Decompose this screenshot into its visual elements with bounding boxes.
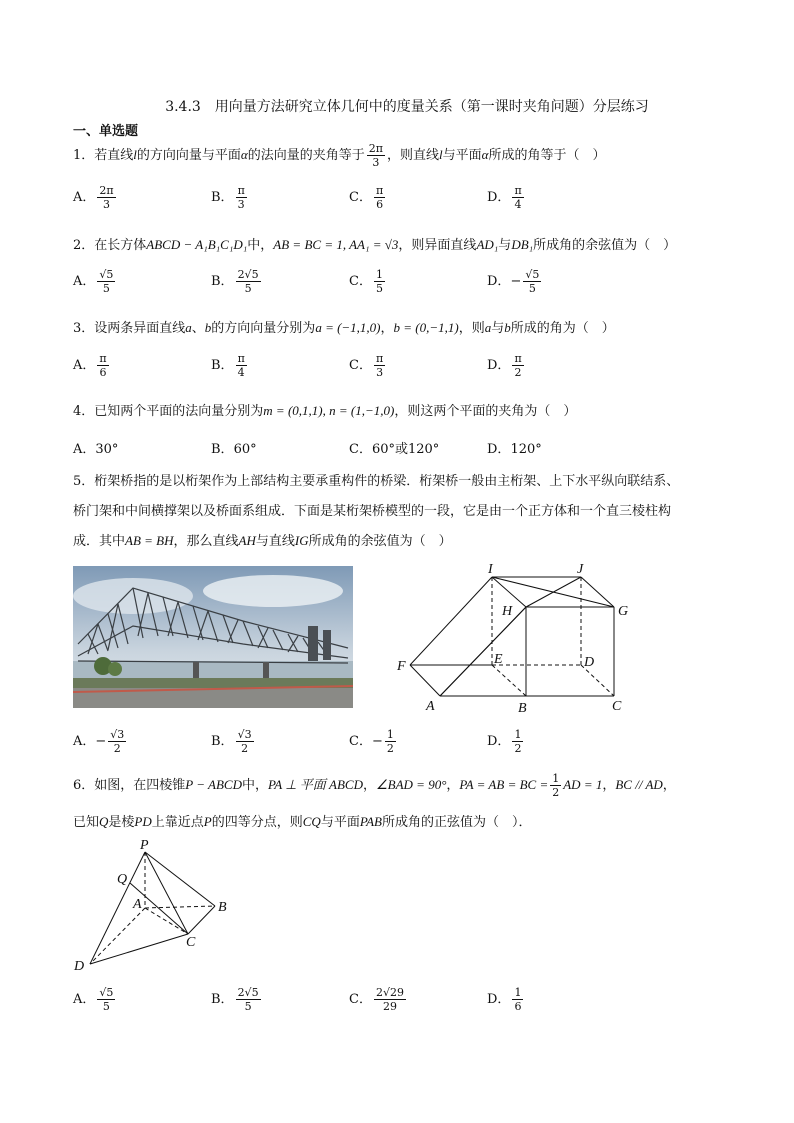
option-fraction xyxy=(374,986,406,1013)
q1-option-b[interactable] xyxy=(211,184,249,211)
q3-b2: b xyxy=(504,320,511,335)
question-5-line-2: 桥门架和中间横撑架以及桥面系组成．下面是某桁架桥模型的一段，它是由一个正方体和一个直三棱柱构 xyxy=(73,504,672,519)
option-fraction xyxy=(97,352,108,379)
q2-option-a[interactable] xyxy=(73,268,117,295)
q2-solid: ABCD − A₁B₁C₁D₁ xyxy=(146,237,248,252)
q6-pyramid: P − ABCD xyxy=(185,777,242,792)
option-value: 60° xyxy=(233,442,257,457)
question-4 xyxy=(73,400,576,419)
q3-comma: ， xyxy=(380,321,394,336)
q3-text: 3．设两条异面直线 xyxy=(73,321,186,336)
question-1 xyxy=(73,142,606,169)
q6-text-g: 与平面 xyxy=(320,815,360,830)
frac-den: 2 xyxy=(514,366,522,379)
q3-vector-b: b = (0,−1,1) xyxy=(393,320,459,335)
label-C: C xyxy=(612,699,622,714)
q4-text: 4．已知两个平面的法向量分别为 xyxy=(73,404,264,419)
frac-num: π xyxy=(375,184,384,197)
frac-num: 1 xyxy=(386,728,394,741)
q1-option-a[interactable] xyxy=(73,184,118,211)
label-A: A xyxy=(133,897,142,912)
frac-den: 29 xyxy=(382,1000,397,1013)
q6-text: 6．如图，在四棱锥 xyxy=(73,778,186,793)
option-label: B． xyxy=(211,734,234,749)
option-label: D． xyxy=(487,358,511,373)
option-label: C． xyxy=(349,190,372,205)
q6-PD: PD xyxy=(134,814,152,829)
q5-condition: AB = BH xyxy=(125,533,174,548)
q6-end: 所成角的正弦值为（ ）． xyxy=(381,815,532,830)
q2-condition: AB = BC = 1, AA₁ = √3 xyxy=(273,237,399,252)
option-label: A． xyxy=(73,190,96,205)
frac-num: 2√5 xyxy=(237,268,259,281)
frac-den: 3 xyxy=(237,198,245,211)
q6-PAB: PAB xyxy=(359,814,382,829)
frac-num: 2√5 xyxy=(237,986,259,999)
q2-line-2: DB₁ xyxy=(511,237,534,252)
question-3 xyxy=(73,317,615,336)
q6-perp: PA ⊥ 平面 ABCD xyxy=(267,777,363,792)
frac-den: 2 xyxy=(386,742,394,755)
label-D: D xyxy=(74,959,85,974)
frac-num: √5 xyxy=(525,268,540,281)
option-label: D． xyxy=(487,442,511,457)
option-label: B． xyxy=(211,190,234,205)
option-fraction xyxy=(512,728,523,755)
q6-angle: ∠BAD = 90° xyxy=(376,777,447,792)
frac-den: 5 xyxy=(375,282,383,295)
q1-text-f: 所成的角等于（ ） xyxy=(488,148,606,163)
q1-text-d: ，则直线 xyxy=(387,148,440,163)
option-fraction xyxy=(374,352,385,379)
q2-line-1: AD₁ xyxy=(476,237,499,252)
option-fraction xyxy=(374,268,385,295)
frac-num: π xyxy=(375,352,384,365)
q5-option-a[interactable] xyxy=(73,728,128,755)
q6-option-b[interactable] xyxy=(211,986,263,1013)
label-J: J xyxy=(577,562,584,577)
truss-bridge-photo xyxy=(73,566,353,708)
frac-num: π xyxy=(99,352,107,365)
q3-text-c: 与 xyxy=(491,321,505,336)
frac-den: 3 xyxy=(103,198,110,211)
q5-and: 与直线 xyxy=(255,534,295,549)
frac-num: π xyxy=(514,184,522,197)
option-label: C． xyxy=(349,442,372,457)
q3-option-d[interactable] xyxy=(487,352,526,379)
frac-num: 1 xyxy=(514,986,522,999)
q6-option-c[interactable] xyxy=(349,986,408,1013)
q1-alpha: α xyxy=(240,147,248,162)
q6-text-c: 已知 xyxy=(73,815,100,830)
q5-end: 所成角的余弦值为（ ） xyxy=(308,534,452,549)
option-label: C． xyxy=(349,358,372,373)
frac-num: √5 xyxy=(99,268,114,281)
label-G: G xyxy=(618,604,629,619)
q2-option-d[interactable] xyxy=(487,268,543,295)
frac-den: 5 xyxy=(244,282,252,295)
option-label: A． xyxy=(73,992,96,1007)
frac-den: 6 xyxy=(99,366,107,379)
q1-frac-num: 2π xyxy=(368,142,383,155)
frac-den: 2 xyxy=(552,786,560,799)
frac-num: √5 xyxy=(99,986,114,999)
option-sign: − xyxy=(95,734,107,749)
question-2 xyxy=(73,234,676,253)
q4-end: ，则这两个平面的夹角为（ ） xyxy=(394,404,577,419)
frac-den: 3 xyxy=(376,366,384,379)
q3-option-b[interactable] xyxy=(211,352,249,379)
q3-end: 所成的角为（ ） xyxy=(510,321,615,336)
option-sign: − xyxy=(510,274,522,289)
option-fraction xyxy=(512,986,523,1013)
frac-num: 1 xyxy=(375,268,383,281)
frac-den: 2 xyxy=(113,742,121,755)
q3-b: b xyxy=(204,320,212,335)
option-label: B． xyxy=(211,442,234,457)
frac-num: √3 xyxy=(237,728,252,741)
page-title: 3.4.3 用向量方法研究立体几何中的度量关系（第一课时夹角问题）分层练习 xyxy=(165,99,649,115)
q1-frac-den: 3 xyxy=(372,156,380,169)
question-5-line-1: 5．桁架桥指的是以桁架作为上部结构主要承重构件的桥梁．桁架桥一般由主桁架、上下水平纵向联结系、 xyxy=(73,474,680,489)
q6-comma: ， xyxy=(446,778,460,793)
q3-vector-a: a = (−1,1,0) xyxy=(315,320,381,335)
q2-text-b: ，则异面直线 xyxy=(398,238,477,253)
q1-text-e: 与平面 xyxy=(442,148,482,163)
q1-option-d[interactable] xyxy=(487,184,526,211)
q4-option-b[interactable] xyxy=(211,438,257,457)
option-fraction xyxy=(97,268,115,295)
frac-den: 5 xyxy=(528,282,536,295)
frac-den: 4 xyxy=(514,198,522,211)
q6-CQ: CQ xyxy=(302,814,321,829)
q6-text-f: 的四等分点，则 xyxy=(211,815,303,830)
label-D: D xyxy=(584,655,595,670)
frac-num: π xyxy=(237,184,245,197)
option-fraction xyxy=(97,184,115,211)
option-label: A． xyxy=(73,358,96,373)
label-Q: Q xyxy=(117,872,128,887)
q3-option-c[interactable] xyxy=(349,352,387,379)
option-label: D． xyxy=(487,992,511,1007)
q2-text: 2．在长方体 xyxy=(73,238,147,253)
label-B: B xyxy=(218,900,227,915)
section-heading: 一、单选题 xyxy=(73,124,139,139)
option-fraction xyxy=(108,728,126,755)
q2-option-b[interactable] xyxy=(211,268,263,295)
option-label: B． xyxy=(211,274,234,289)
frac-den: 5 xyxy=(102,282,110,295)
q1-angle-fraction xyxy=(367,142,385,169)
option-label: D． xyxy=(487,190,511,205)
q6-Q: Q xyxy=(99,814,109,829)
q4-vectors: m = (0,1,1), n = (1,−1,0) xyxy=(263,403,395,418)
option-fraction xyxy=(236,268,261,295)
q6-text-e: 上靠近点 xyxy=(151,815,204,830)
option-fraction xyxy=(523,268,541,295)
q2-and: 与 xyxy=(498,238,512,253)
option-fraction xyxy=(385,728,396,755)
option-value: 30° xyxy=(95,442,119,457)
question-6-line-1 xyxy=(73,772,676,799)
option-value: 120° xyxy=(510,442,542,457)
option-fraction xyxy=(236,184,247,211)
frac-den: 6 xyxy=(514,1000,522,1013)
option-fraction xyxy=(97,986,115,1013)
option-label: B． xyxy=(211,358,234,373)
frac-num: 2√29 xyxy=(375,986,404,999)
q3-text-b: ，则 xyxy=(458,321,485,336)
option-label: D． xyxy=(487,734,511,749)
q5-line-1: AH xyxy=(238,533,256,548)
option-fraction xyxy=(374,184,385,211)
option-fraction xyxy=(512,352,523,379)
q1-alpha2: α xyxy=(481,147,489,162)
q1-option-c[interactable] xyxy=(349,184,387,211)
q4-option-a[interactable] xyxy=(73,438,118,457)
option-label: A． xyxy=(73,442,96,457)
frac-num: π xyxy=(514,352,522,365)
q6-text-d: 是棱 xyxy=(108,815,135,830)
q6-comma: ， xyxy=(662,778,676,793)
label-I: I xyxy=(488,562,493,577)
frac-den: 2 xyxy=(514,742,522,755)
label-C: C xyxy=(186,935,196,950)
q1-text-b: 的方向向量与平面 xyxy=(136,148,241,163)
option-fraction xyxy=(236,352,247,379)
q3-mid: 的方向向量分别为 xyxy=(211,321,316,336)
frac-num: π xyxy=(237,352,245,365)
frac-num: 1 xyxy=(514,728,522,741)
label-E: E xyxy=(494,652,503,667)
label-A: A xyxy=(426,699,435,714)
frac-den: 6 xyxy=(376,198,384,211)
q5-option-d[interactable] xyxy=(487,728,525,755)
option-label: A． xyxy=(73,274,96,289)
option-label: C． xyxy=(349,992,372,1007)
q2-mid: 中， xyxy=(247,238,274,253)
q5-option-c[interactable] xyxy=(349,728,398,755)
q5-text-b: ，那么直线 xyxy=(173,534,239,549)
q6-half-fraction xyxy=(550,772,561,799)
q1-text: 1．若直线 xyxy=(73,148,134,163)
q6-comma: ， xyxy=(362,778,376,793)
question-5-line-3 xyxy=(73,530,452,549)
q3-a: a xyxy=(185,320,192,335)
frac-num: 2π xyxy=(99,184,114,197)
option-value: 60°或120° xyxy=(371,442,440,457)
frac-den: 2 xyxy=(241,742,249,755)
label-F: F xyxy=(397,659,406,674)
q6-eq-post: AD = 1 xyxy=(563,777,603,792)
q6-eq-pre: PA = AB = BC = xyxy=(459,777,549,792)
truss-diagram xyxy=(392,560,632,720)
label-P: P xyxy=(140,838,149,853)
q6-option-d[interactable] xyxy=(487,986,525,1013)
option-label: A． xyxy=(73,734,96,749)
option-fraction xyxy=(236,728,254,755)
q6-comma: ， xyxy=(602,778,616,793)
option-label: B． xyxy=(211,992,234,1007)
q4-option-c[interactable] xyxy=(349,438,439,457)
q5-text: 成．其中 xyxy=(73,534,126,549)
q3-a2: a xyxy=(484,320,492,335)
q4-option-d[interactable] xyxy=(487,438,542,457)
label-H: H xyxy=(502,604,513,619)
option-fraction xyxy=(512,184,523,211)
question-6-line-2 xyxy=(73,811,532,830)
q1-l: l xyxy=(133,147,137,162)
frac-num: 1 xyxy=(552,772,560,785)
frac-num: √3 xyxy=(110,728,125,741)
q3-option-a[interactable] xyxy=(73,352,111,379)
option-fraction xyxy=(236,986,261,1013)
q5-option-b[interactable] xyxy=(211,728,256,755)
frac-den: 4 xyxy=(237,366,245,379)
q2-end: 所成角的余弦值为（ ） xyxy=(533,238,677,253)
q5-line-2: IG xyxy=(294,533,309,548)
q3-sep: 、 xyxy=(191,321,205,336)
option-label: D． xyxy=(487,274,511,289)
q6-P: P xyxy=(203,814,212,829)
option-label: C． xyxy=(349,274,372,289)
q6-option-a[interactable] xyxy=(73,986,117,1013)
label-B: B xyxy=(518,701,527,716)
q6-text-b: 中， xyxy=(241,778,268,793)
frac-den: 5 xyxy=(102,1000,110,1013)
q1-text-c: 的法向量的夹角等于 xyxy=(247,148,365,163)
option-label: C． xyxy=(349,734,372,749)
q1-l2: l xyxy=(439,147,443,162)
frac-den: 5 xyxy=(244,1000,252,1013)
q6-parallel: BC // AD xyxy=(615,777,663,792)
q2-option-c[interactable] xyxy=(349,268,387,295)
option-sign: − xyxy=(371,734,383,749)
pyramid-diagram xyxy=(70,838,240,978)
